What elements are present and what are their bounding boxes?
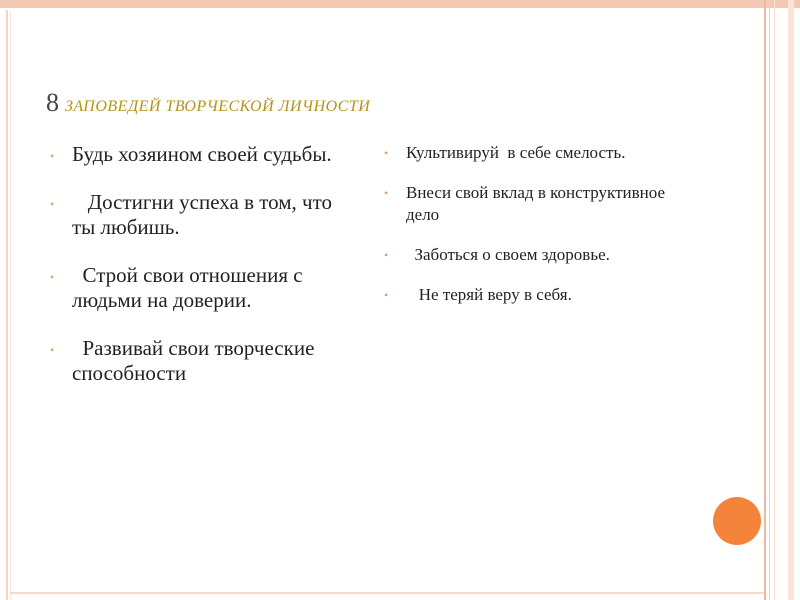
list-item-text: Внеси свой вклад в конструктивное дело [406, 183, 670, 224]
list-item [48, 336, 358, 386]
list-item [48, 263, 358, 313]
list-item-text: Не теряй веру в себя. [406, 285, 572, 304]
decorative-circle [713, 497, 761, 545]
list-item [382, 142, 682, 164]
list-item [382, 284, 682, 306]
list-item-text: Культивируй в себе смелость. [406, 143, 626, 162]
list-item-text: Строй свои отношения с людьми на доверии. [72, 263, 308, 312]
list-item [382, 244, 682, 266]
right-column [382, 142, 682, 324]
bullet-icon: • [384, 146, 389, 160]
list-item [48, 142, 358, 167]
bullet-icon: • [50, 197, 55, 211]
border-right-inner [769, 0, 770, 600]
list-item-text: Будь хозяином своей судьбы. [72, 142, 332, 166]
bullet-icon: • [50, 343, 55, 357]
list-item-text: Заботься о своем здоровье. [406, 245, 610, 264]
border-bottom [10, 592, 764, 594]
border-left [6, 10, 8, 600]
title-number: 8 [46, 88, 59, 117]
border-right-outer [788, 0, 794, 600]
list-item [48, 190, 358, 240]
list-item-text: Развивай свои творческие способности [72, 336, 320, 385]
bullet-icon: • [384, 186, 389, 200]
border-right [764, 0, 766, 600]
bullet-icon: • [50, 270, 55, 284]
bullet-icon: • [384, 248, 389, 262]
bullet-icon: • [50, 149, 55, 163]
list-item-text: Достигни успеха в том, что ты любишь. [72, 190, 338, 239]
slide-title [46, 88, 370, 118]
border-left-inner [10, 10, 11, 600]
border-top [0, 0, 800, 8]
left-column [48, 142, 358, 409]
list-item [382, 182, 682, 226]
border-right-inner-2 [774, 0, 775, 600]
title-text: ЗАПОВЕДЕЙ ТВОРЧЕСКОЙ ЛИЧНОСТИ [65, 98, 371, 115]
bullet-icon: • [384, 288, 389, 302]
